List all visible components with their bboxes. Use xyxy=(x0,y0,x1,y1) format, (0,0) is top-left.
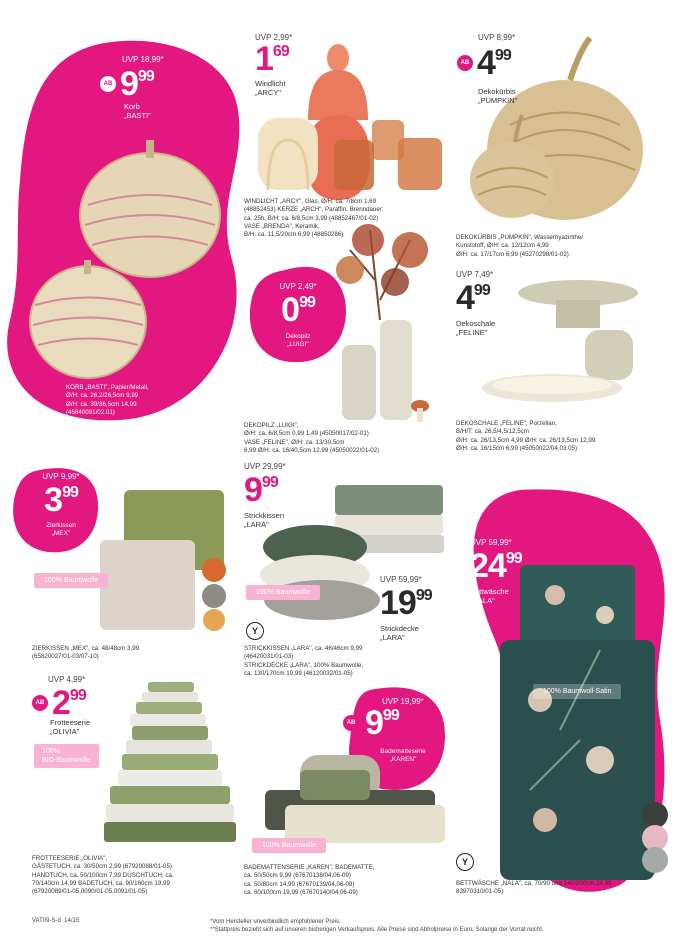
uvp-nala: UVP 59,99* xyxy=(470,538,512,547)
cushion-lara-image xyxy=(260,525,380,620)
desc-pumpkin: DEKOKÜRBIS „PUMPKIN", Wasserhyazinthe/ Kunststoff, Ø/H: ca. 12/12cm 4,99 Ø/H: ca. 17/17cm 6,99 (45270298/01-02) xyxy=(456,234,584,258)
tag-karen-material: 100% Baumwolle xyxy=(252,838,326,853)
price-arcy: 169 xyxy=(255,40,289,78)
basket-basti-large-image xyxy=(80,140,220,277)
offer-decke: UVP 59,99* 1999 Strickdecke „LARA" xyxy=(380,575,432,643)
page-code: VAT09-S-d 14/15 xyxy=(32,918,80,924)
price-luigi: 099 xyxy=(281,291,315,329)
tag-olivia-material: 100% BIO-Baumwolle xyxy=(34,744,99,768)
price-row-karen xyxy=(343,706,399,740)
desc-karen: BADEMATTENSERIE „KAREN", BADEMATTE, ca. 50/50cm 9,99 (67670138/04,06-09) ca. 50/80cm 14,99 (67670139/04,06-09) ca. 60/100cm 19,99 (67670140/04,06-09) xyxy=(244,864,375,897)
page-number: 14/15 xyxy=(64,918,80,924)
desc-luigi: DEKOPILZ „LUIGI", Ø/H: ca. 6/8,5cm 0,99 1,49 (45050017/02-01) VASE „FELINE", Ø/H: ca. 13/30,5cm 6,99 Ø/H: ca. 16/40,5cm 12,99 (45050022/01-02) xyxy=(244,422,380,455)
uvp-mex: UVP 9,99* xyxy=(42,472,80,481)
bowl-feline-image xyxy=(482,280,638,402)
offer-luigi: UVP 2,49* 099 Dekopilz „LUIGI" xyxy=(268,282,328,349)
offer-karen xyxy=(382,697,424,706)
basket-basti-small-image xyxy=(30,260,146,378)
name-basti: Korb „BASTI" xyxy=(124,102,151,121)
offer-feline: UVP 7,49* 499 Dekoschale „FELINE" xyxy=(456,270,496,338)
footnotes: *Vom Hersteller unverbindlich empfohlener Preis. **Stattpreis bezieht sich auf unseren bisherigen Verkaufspreis. Alle Preise sind Abholpreise in Euro. Solange der Vorrat reicht. xyxy=(210,919,544,934)
offer-arcy: UVP 2,99* 169 Windlicht „ARCY" xyxy=(255,33,293,98)
desc-olivia: FROTTEESERIE „OLIVIA", GÄSTETUCH, ca. 30/50cm 2,99 (67920088/01-05) HANDTUCH, ca. 50/100cm 7,99 DUSCHTUCH, ca. 70/140cm 14,99 BADETUCH, ca. 90/160cm 19,99 (67920089/01-05,0090/01-05,0091/01-05) xyxy=(32,855,174,896)
desc-feline: DEKOSCHALE „FELINE", Porzellan, B/H/T: ca. 26,5/4,5/12,5cm Ø/H: ca. 26/13,5cm 4,99 Ø/H: ca. 26/13,5cm 12,99 Ø/H: ca. 16/15cm 6,99 (45050022/04,03.05) xyxy=(456,420,596,453)
price-row-pumpkin xyxy=(457,46,511,80)
vase-feline-small-image xyxy=(342,345,376,420)
desc-arcy: WINDLICHT „ARCY", Glas, Ø/H: ca. 7/8cm 1,69 (48852453) KERZE „ARCH", Paraffin, Brenndauer: ca. 25h, B/H: ca. 6/8,5cm 3,99 (48852467/01-02) VASE „BRENDA", Keramik, B/H: ca. 11,5/20cm 6,99 (48850286) xyxy=(244,198,384,239)
towels-olivia-image xyxy=(104,682,236,842)
offer-nala: UVP 59,99* 2499 Bettwäsche „NALA" xyxy=(470,538,522,606)
price-pumpkin: 499 xyxy=(477,44,511,82)
uvp-basti: UVP 18,99* xyxy=(122,55,164,64)
bathmat-karen-image xyxy=(265,755,445,843)
price-basti: 999 xyxy=(120,65,154,103)
uvp-arcy: UVP 2,99* xyxy=(255,33,293,42)
tag-nala-material: 100% Baumwoll-Satin xyxy=(533,684,621,699)
desc-mex: ZIERKISSEN „MEX", ca. 48/48cm 3,99 (65820027/01-03/07-10) xyxy=(32,645,140,661)
offer-basti xyxy=(122,55,222,64)
offer-lara: UVP 29,99* 999 Strickkissen „LARA" xyxy=(244,462,286,530)
price-nala: 2499 xyxy=(470,547,522,585)
price-feline: 499 xyxy=(456,279,490,317)
desc-basti: KORB „BASTI", Papier/Metall, Ø/H: ca. 26,2/26,5cm 9,99 Ø/H: ca. 39/36,5cm 14,99 (45840091/02.01) xyxy=(66,384,149,417)
uvp-decke: UVP 59,99* xyxy=(380,575,422,584)
price-karen: 999 xyxy=(365,704,399,742)
price-lara: 999 xyxy=(244,471,278,509)
uvp-karen: UVP 19,99* xyxy=(382,697,424,706)
uvp-feline: UVP 7,49* xyxy=(456,270,494,279)
mushroom-luigi-image xyxy=(411,400,429,422)
price-olivia: 299 xyxy=(52,684,86,722)
vase-feline-large-image xyxy=(380,320,412,420)
cushion-mex-image xyxy=(100,490,226,631)
uvp-luigi: UVP 2,49* xyxy=(279,282,317,291)
sustainability-seal-icon: Y xyxy=(246,622,264,640)
offer-pumpkin xyxy=(478,33,515,42)
ab-badge: AB xyxy=(343,715,359,731)
ab-badge: AB xyxy=(457,55,473,71)
price-decke: 1999 xyxy=(380,584,432,622)
uvp-lara: UVP 29,99* xyxy=(244,462,286,471)
uvp-pumpkin: UVP 8,99* xyxy=(478,33,516,42)
offer-mex: UVP 9,99* 399 Zierkissen „MEX" xyxy=(26,472,96,538)
ab-badge: AB xyxy=(32,695,48,711)
uvp-olivia: UVP 4,99* xyxy=(48,675,86,684)
price-mex: 399 xyxy=(44,481,78,519)
name-olivia: Frotteeserie „OLIVIA" xyxy=(50,718,91,737)
color-swatches-nala xyxy=(642,802,668,873)
bedding-nala-image xyxy=(500,565,655,880)
price-row-basti xyxy=(100,67,154,101)
tag-lara-material: 100% Baumwolle xyxy=(246,585,320,600)
desc-lara: STRICKKISSEN „LARA", ca. 46/46cm 9,99 (46420031/01-03) STRICKDECKE „LARA", 100% Baumwolle, ca. 130/170cm 19,99 (46120032/01-05) xyxy=(244,645,364,678)
sustainability-seal-icon: Y xyxy=(456,853,474,871)
name-pumpkin: Dekokürbis „PUMPKIN" xyxy=(478,87,518,106)
name-karen: Badematteserie „KAREN" xyxy=(380,748,426,764)
price-row-olivia xyxy=(32,686,86,720)
tag-mex-material: 100% Baumwolle xyxy=(34,573,108,588)
desc-nala: BETTWÄSCHE „NALA", ca. 70/90 und 140/200cm 24,99 83970310/01-05) xyxy=(456,880,612,896)
ab-badge: AB xyxy=(100,76,116,92)
offer-olivia xyxy=(48,675,85,684)
